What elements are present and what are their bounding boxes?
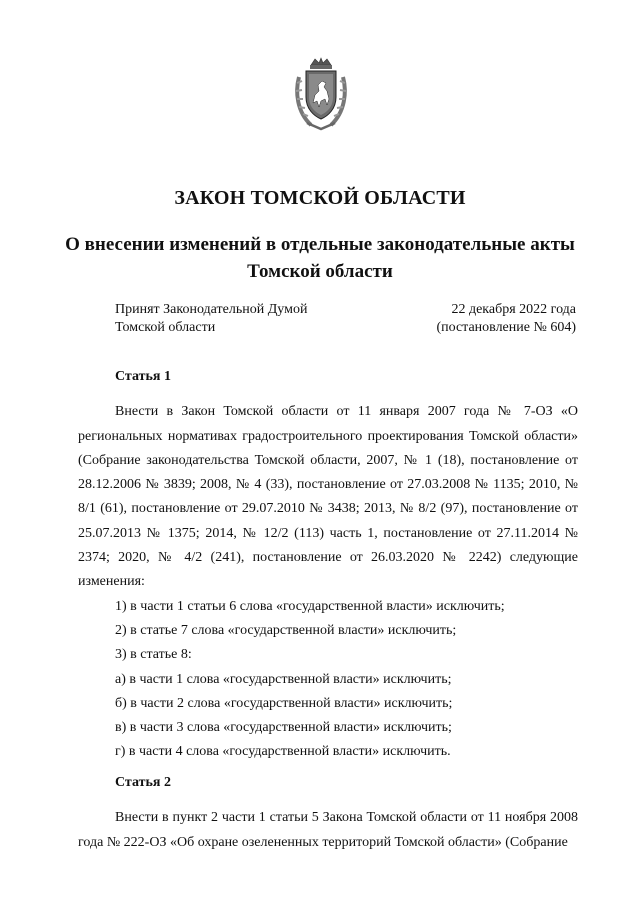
article-1-item-2: 2) в статье 7 слова «государственной власти» исключить; — [115, 622, 457, 638]
adoption-date: 22 декабря 2022 года — [451, 302, 576, 317]
adoption-body — [115, 301, 307, 337]
article-1 — [78, 365, 578, 765]
law-subtitle: О внесении изменений в отдельные законодательные акты Томской области — [65, 234, 575, 282]
article-1-heading: Статья 1 — [115, 369, 171, 384]
article-2 — [78, 771, 578, 855]
article-1-item-3c: в) в части 3 слова «государственной власти» исключить; — [115, 720, 452, 736]
article-1-item-3d: г) в части 4 слова «государственной власти» исключить. — [115, 744, 451, 760]
adoption-info — [436, 301, 576, 337]
article-1-item-3: 3) в статье 8: — [115, 647, 192, 663]
adoption-body-line-2: Томской области — [115, 320, 216, 335]
law-title: ЗАКОН ТОМСКОЙ ОБЛАСТИ — [174, 187, 466, 209]
article-1-item-3a: а) в части 1 слова «государственной власти» исключить; — [115, 671, 452, 687]
article-2-lead: Внести в пункт 2 части 1 статьи 5 Закона Томской области от 11 ноября 2008 года № 222-ОЗ «Об охране озелененных территорий Томской области» (Собрание — [78, 810, 578, 850]
article-1-lead: Внести в Закон Томской области от 11 января 2007 года № 7-ОЗ «О региональных нормативах градостроительного проектирования Томской области» (Собрание законодательства Томской области, 2007, № 1 (18), постановление от 28.12.2006 № 3839; 2008, № 4 (33), постановление от 27.03.2008 № 1135; 2010, № 8/1 (61), постановление от 29.07.2010 № 3438; 2013, № 8/2 (97), постановление от 25.07.2013 № 1375; 2014, № 12/2 (113) часть 1, постановление от 27.11.2014 № 2374; 2020, № 4/2 (241), постановление от 26.03.2020 № 2242) следующие изменения: — [78, 404, 578, 590]
article-1-item-1: 1) в части 1 статьи 6 слова «государственной власти» исключить; — [115, 598, 505, 614]
adoption-body-line-1: Принят Законодательной Думой — [115, 302, 308, 317]
article-2-heading: Статья 2 — [115, 775, 171, 790]
coat-of-arms-icon — [293, 57, 349, 131]
article-1-item-3b: б) в части 2 слова «государственной власти» исключить; — [115, 695, 453, 711]
resolution-number: (постановление № 604) — [436, 320, 576, 335]
